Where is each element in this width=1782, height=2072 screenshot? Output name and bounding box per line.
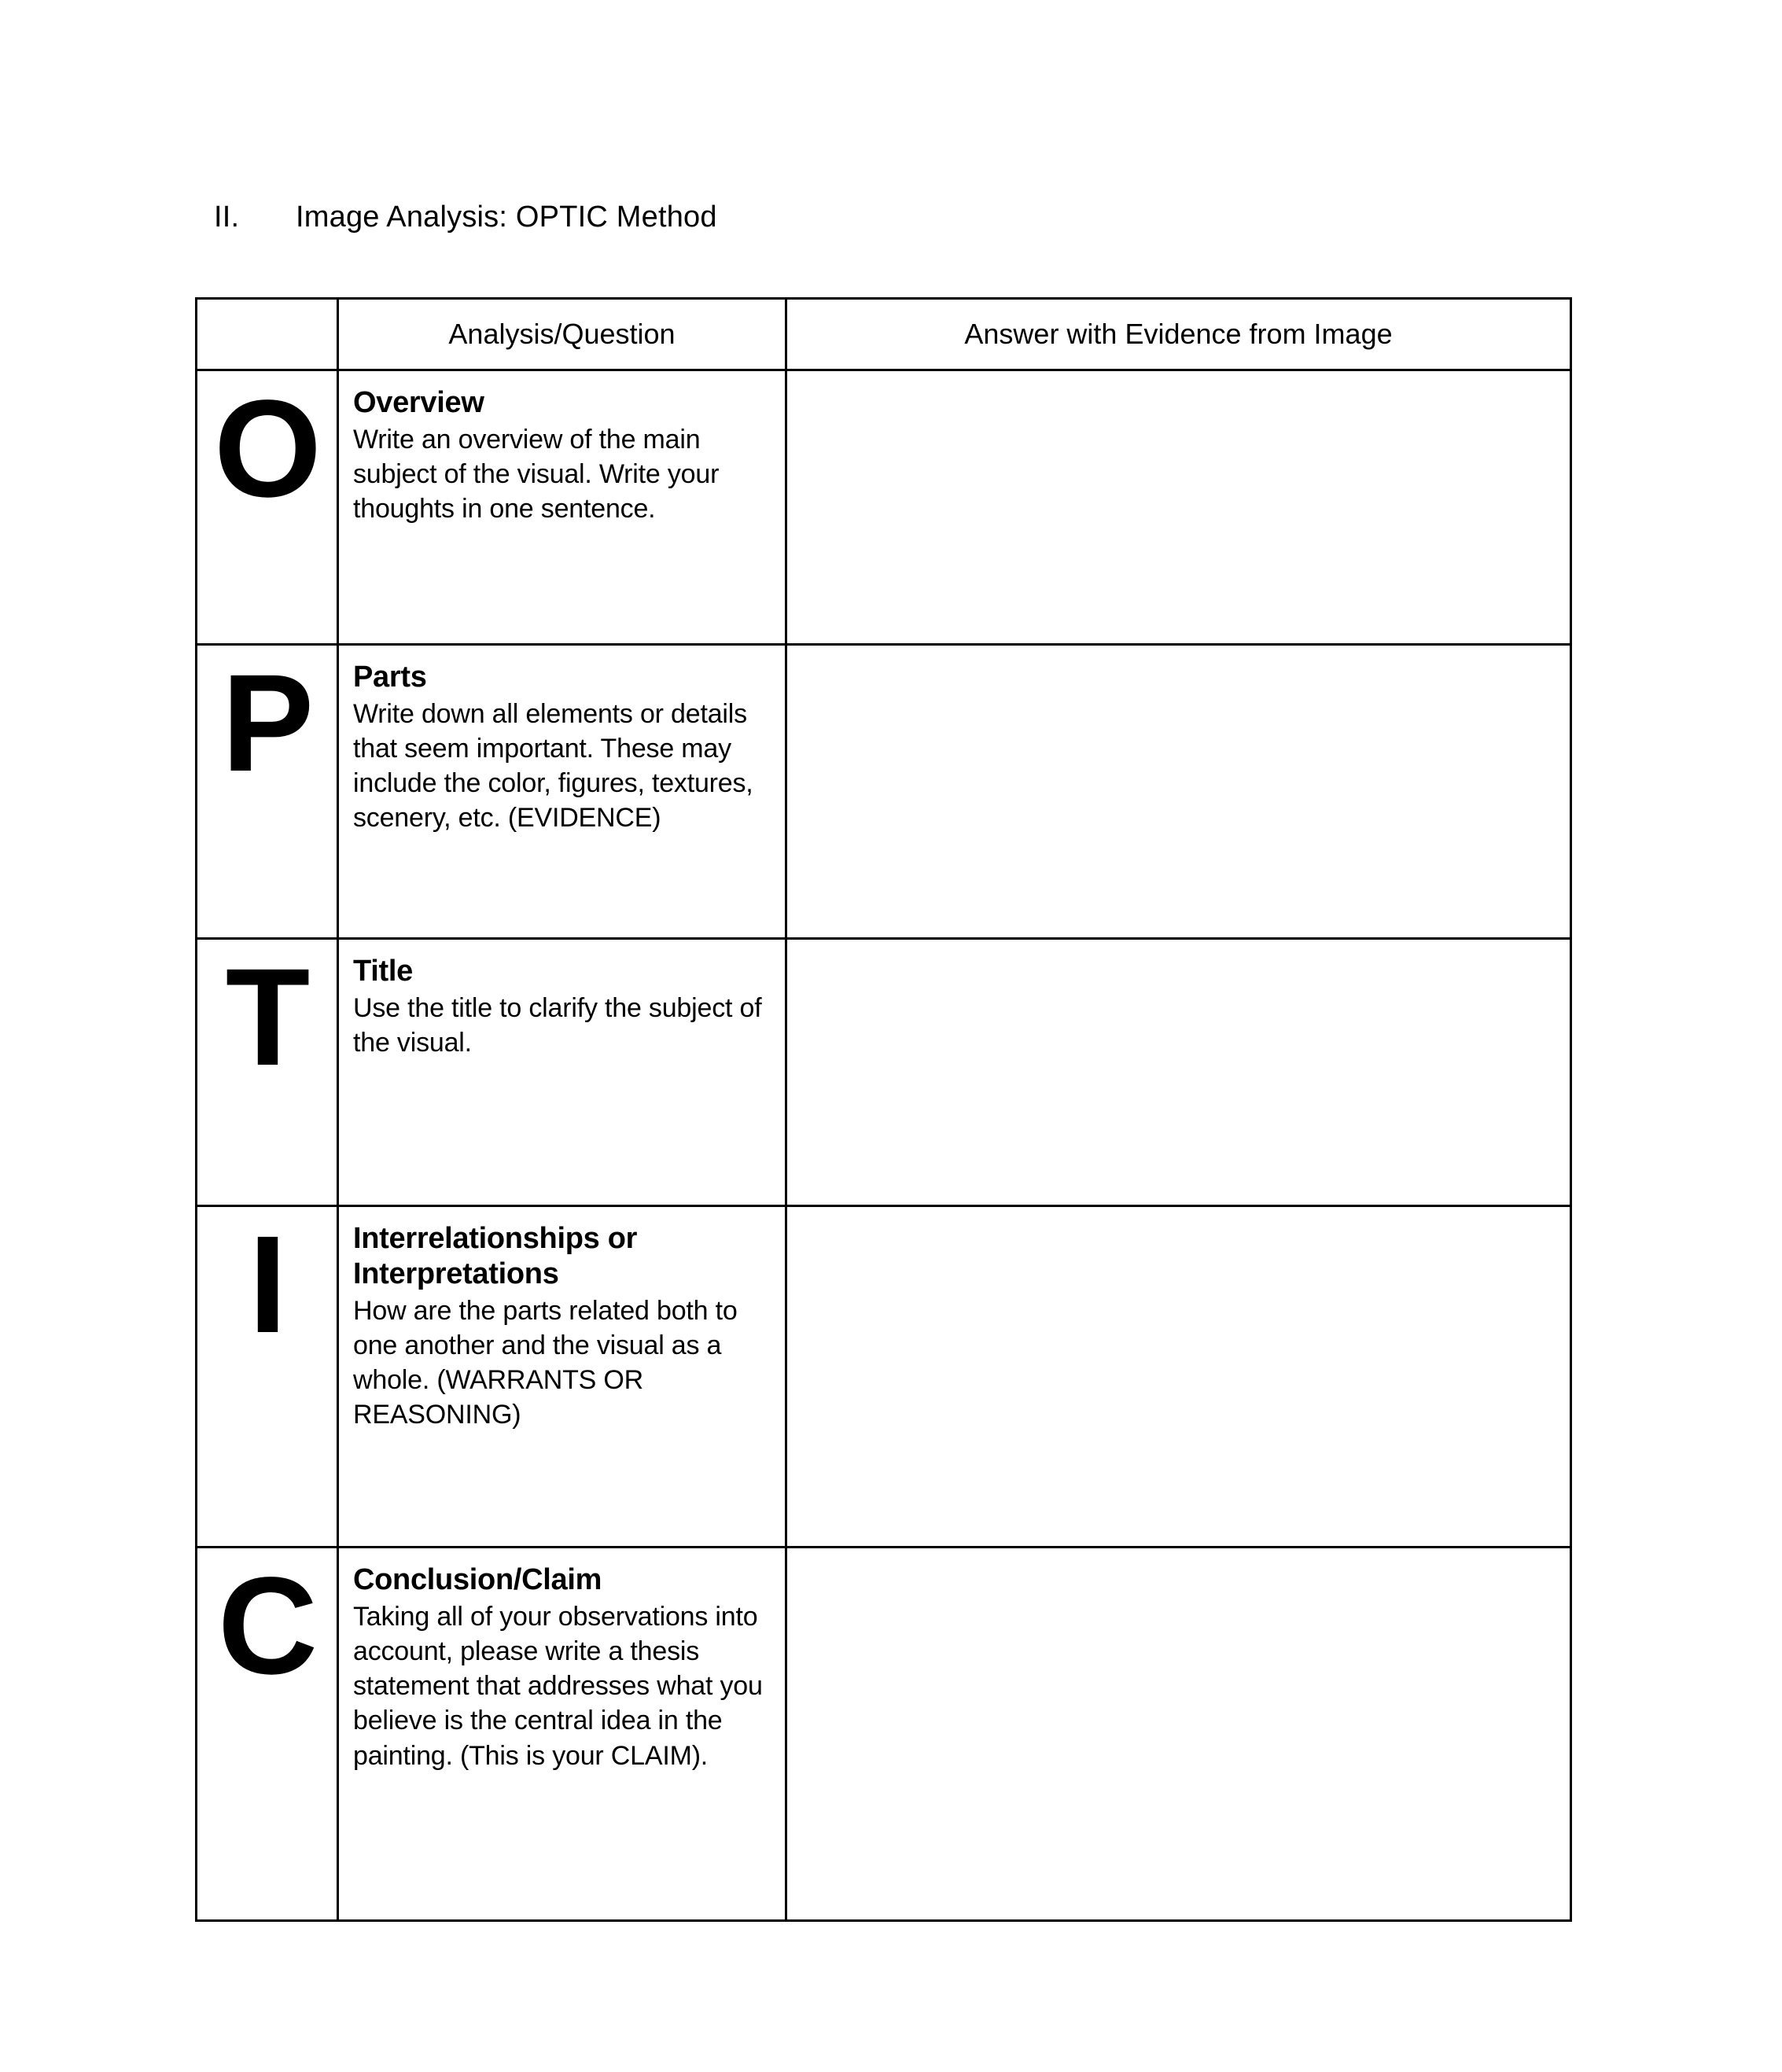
row-title-title: Title (353, 955, 413, 988)
row-answer-cell-t[interactable] (786, 939, 1571, 1206)
table-row (197, 370, 1571, 645)
table-row (197, 645, 1571, 939)
row-answer-cell-i[interactable] (786, 1206, 1571, 1548)
row-description-title: Use the title to clarify the subject of the visual. (353, 992, 762, 1058)
row-answer-cell-o[interactable] (786, 370, 1571, 645)
row-description-interrelationships: How are the parts related both to one another and the visual as a whole. (WARRANTS OR REASONING) (353, 1295, 738, 1430)
optic-analysis-table (195, 297, 1572, 1922)
row-description-overview: Write an overview of the main subject of the visual. Write your thoughts in one sentence. (353, 424, 720, 524)
row-letter-c: C (217, 1549, 317, 1703)
table-row (197, 1548, 1571, 1921)
table-header-row (197, 299, 1571, 370)
table-row (197, 939, 1571, 1206)
row-title-interrelationships: Interrelationships or Interpretations (353, 1222, 638, 1290)
section-heading (214, 201, 717, 235)
row-question-cell-o (338, 370, 786, 645)
row-title-overview: Overview (353, 386, 484, 419)
column-header-question: Analysis/Question (338, 299, 786, 370)
row-title-parts: Parts (353, 661, 427, 694)
table-row (197, 1206, 1571, 1548)
section-title: Image Analysis: OPTIC Method (296, 201, 717, 234)
column-header-letter (197, 299, 338, 370)
row-answer-cell-c[interactable] (786, 1548, 1571, 1921)
row-letter-p: P (221, 646, 313, 800)
row-letter-o: O (214, 372, 320, 526)
row-description-conclusion: Taking all of your observations into account, please write a thesis statement that addresses what you believe is the central idea in the painting. (This is your CLAIM). (353, 1601, 763, 1771)
section-numeral: II. (214, 201, 240, 234)
row-question-cell-t (338, 939, 786, 1206)
row-question-cell-i (338, 1206, 786, 1548)
column-header-answer: Answer with Evidence from Image (786, 299, 1571, 370)
row-letter-t: T (225, 940, 309, 1095)
row-letter-cell-i (197, 1206, 338, 1548)
row-answer-cell-p[interactable] (786, 645, 1571, 939)
row-description-parts: Write down all elements or details that seem important. These may include the color, figures, textures, scenery, etc. (EVIDENCE) (353, 698, 753, 834)
row-letter-cell-t (197, 939, 338, 1206)
row-letter-cell-c (197, 1548, 338, 1921)
row-letter-cell-o (197, 370, 338, 645)
row-title-conclusion: Conclusion/Claim (353, 1563, 602, 1596)
row-question-cell-p (338, 645, 786, 939)
table-body (197, 370, 1571, 1921)
row-letter-cell-p (197, 645, 338, 939)
table-header (197, 299, 1571, 370)
row-letter-i: I (249, 1208, 285, 1362)
row-question-cell-c (338, 1548, 786, 1921)
